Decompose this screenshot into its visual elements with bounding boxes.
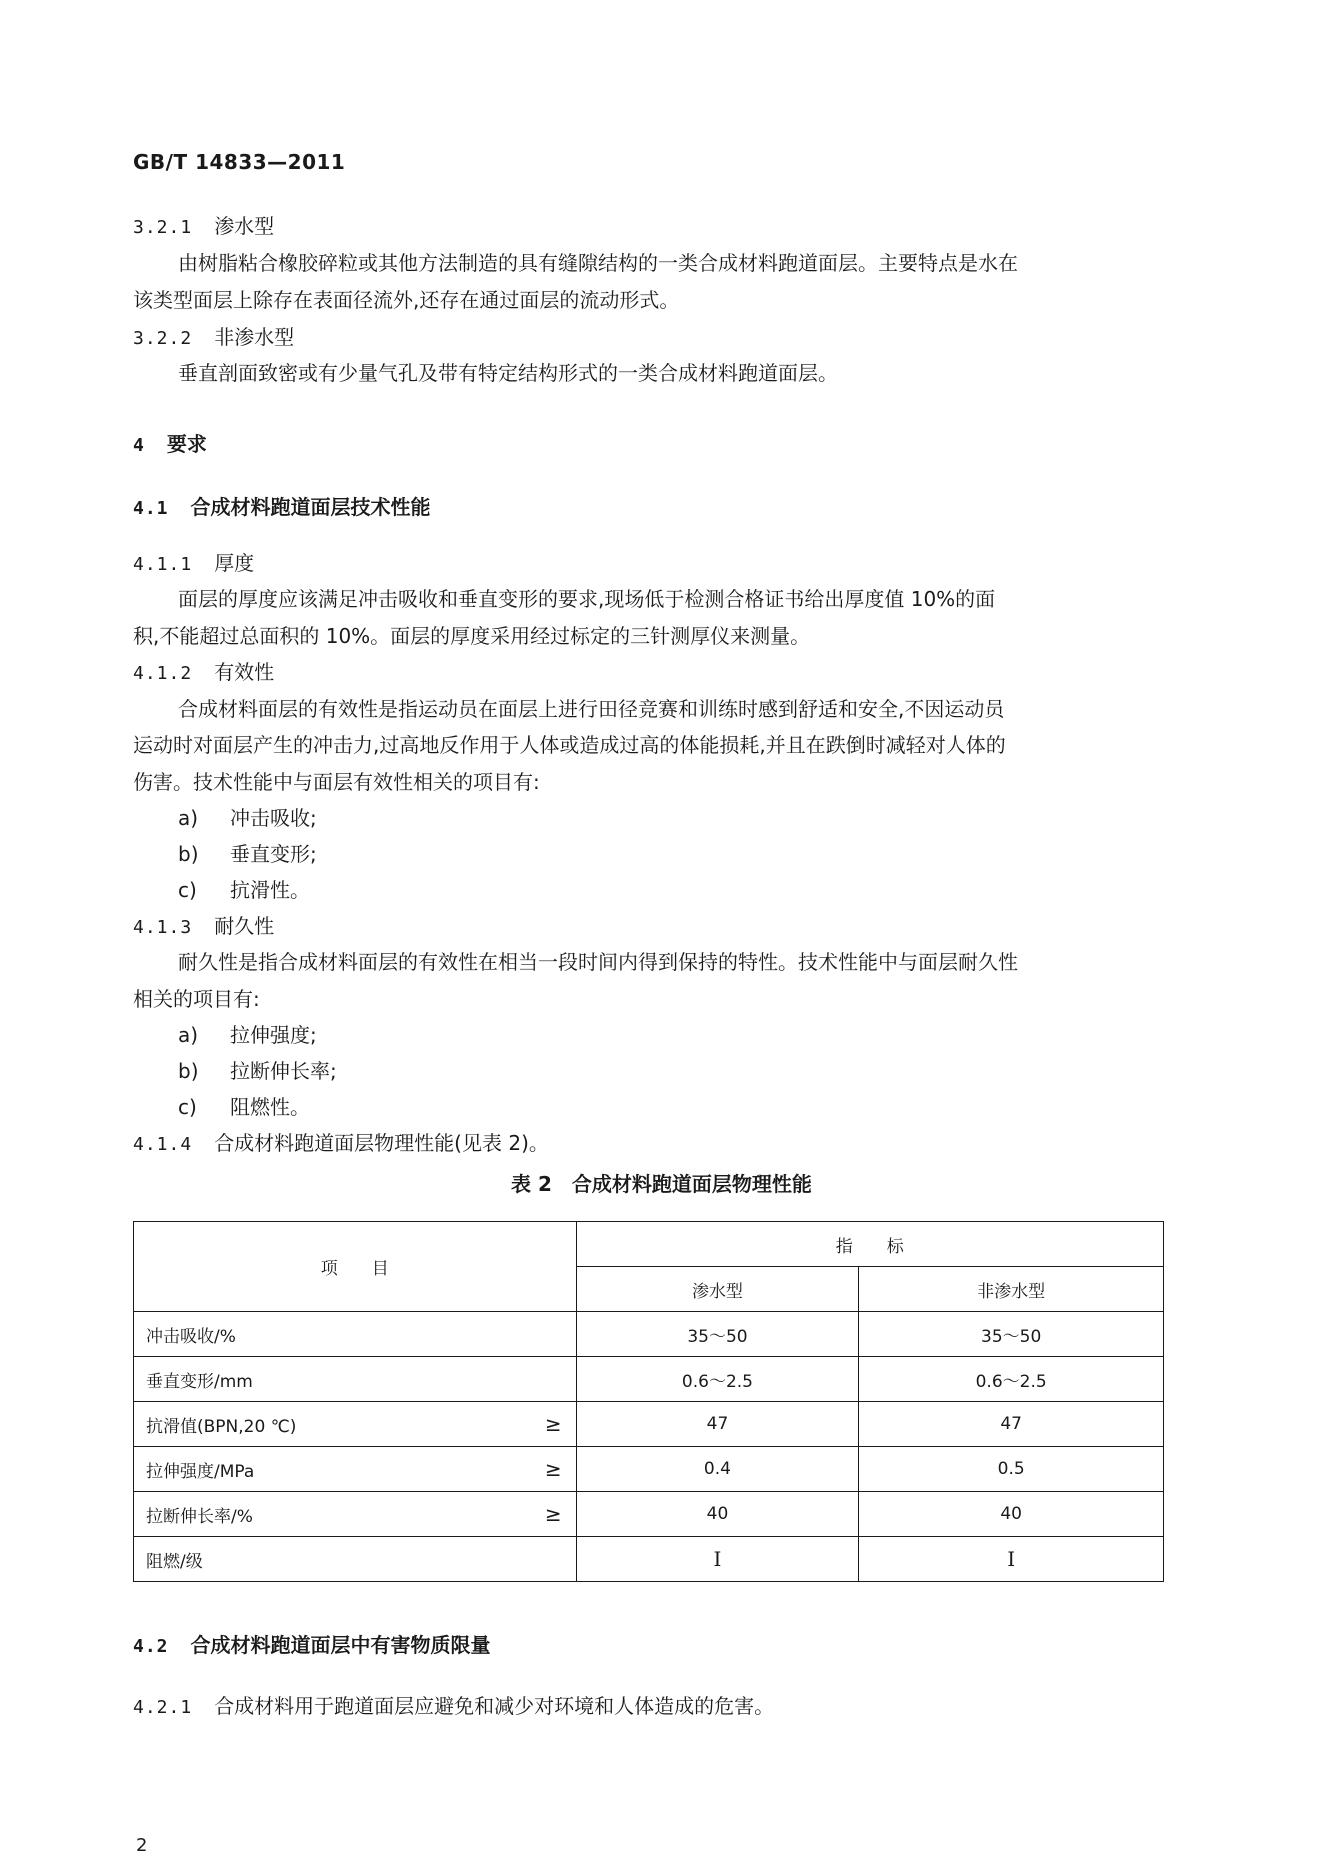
list-label: b) (178, 842, 199, 866)
clause-number: 3.2.2 (133, 328, 193, 349)
list-label: c) (178, 878, 197, 902)
row-item-label: 抗滑值(BPN,20 ℃) (146, 1416, 297, 1437)
list-text: 垂直变形; (230, 842, 317, 866)
table-row (134, 1357, 1164, 1402)
table-row (134, 1402, 1164, 1447)
list-label: a) (178, 806, 199, 830)
value-non-permeable: Ⅰ (859, 1537, 1164, 1582)
list-item (178, 802, 317, 831)
list-item (178, 838, 317, 867)
list-text: 拉伸强度; (230, 1023, 317, 1047)
row-item (134, 1357, 577, 1402)
header-non-permeable: 非渗水型 (859, 1267, 1164, 1312)
table-row (134, 1537, 1164, 1582)
clause-number: 4.1.3 (133, 917, 193, 938)
section-title: 合成材料跑道面层技术性能 (190, 495, 431, 519)
clause-title: 厚度 (214, 551, 255, 575)
clause-4-1-4-heading (133, 1127, 549, 1156)
section-number: 4.1 (133, 498, 169, 519)
clause-number: 4.1.1 (133, 554, 193, 575)
value-non-permeable: 40 (859, 1492, 1164, 1537)
paragraph-line: 耐久性是指合成材料面层的有效性在相当一段时间内得到保持的特性。技术性能中与面层耐久性 (178, 950, 1018, 974)
paragraph-line: 合成材料面层的有效性是指运动员在面层上进行田径竞赛和训练时感到舒适和安全,不因运动员 (178, 697, 1005, 721)
clause-number: 4.1.4 (133, 1134, 193, 1155)
row-item (134, 1447, 577, 1492)
clause-4-1-1-heading (133, 547, 254, 576)
operator: ≥ (544, 1502, 562, 1526)
paragraph-line: 面层的厚度应该满足冲击吸收和垂直变形的要求,现场低于检测合格证书给出厚度值 10%的面 (178, 587, 996, 611)
row-item-label: 阻燃/级 (146, 1551, 203, 1572)
row-item-label: 拉伸强度/MPa (146, 1461, 255, 1482)
section-number: 4.2 (133, 1636, 169, 1657)
header-permeable: 渗水型 (576, 1267, 859, 1312)
row-item-label: 垂直变形/mm (146, 1371, 253, 1392)
value-permeable: 40 (576, 1492, 859, 1537)
list-text: 冲击吸收; (230, 806, 317, 830)
clause-title: 耐久性 (214, 914, 275, 938)
value-non-permeable: 0.5 (859, 1447, 1164, 1492)
list-text: 阻燃性。 (230, 1095, 310, 1119)
clause-4-2-1-heading (133, 1690, 774, 1719)
section-4-2-heading (133, 1629, 491, 1658)
clause-4-1-3-heading (133, 910, 274, 939)
physical-properties-table (133, 1221, 1164, 1582)
paragraph-line: 伤害。技术性能中与面层有效性相关的项目有: (133, 770, 540, 794)
table-row (134, 1492, 1164, 1537)
header-item: 项 目 (134, 1222, 577, 1312)
clause-number: 3.2.1 (133, 217, 193, 238)
section-4-1-heading (133, 491, 431, 520)
paragraph-line: 垂直剖面致密或有少量气孔及带有特定结构形式的一类合成材料跑道面层。 (178, 361, 838, 385)
clause-title: 合成材料用于跑道面层应避免和减少对环境和人体造成的危害。 (214, 1694, 775, 1718)
list-label: b) (178, 1059, 199, 1083)
row-item (134, 1492, 577, 1537)
row-item (134, 1537, 577, 1582)
list-item (178, 874, 310, 903)
value-permeable: 0.4 (576, 1447, 859, 1492)
document-code: GB/T 14833—2011 (133, 150, 346, 174)
clause-number: 4.1.2 (133, 663, 193, 684)
clause-title: 渗水型 (214, 214, 275, 238)
section-number: 4 (133, 435, 145, 456)
operator: ≥ (544, 1457, 562, 1481)
header-indicator: 指 标 (576, 1222, 1163, 1267)
table-row (134, 1312, 1164, 1357)
paragraph-line: 该类型面层上除存在表面径流外,还存在通过面层的流动形式。 (133, 288, 680, 312)
paragraph-line: 积,不能超过总面积的 10%。面层的厚度采用经过标定的三针测厚仪来测量。 (133, 624, 811, 648)
clause-title: 有效性 (214, 660, 275, 684)
list-item (178, 1055, 337, 1084)
value-permeable: 47 (576, 1402, 859, 1447)
clause-3-2-2-heading (133, 321, 294, 350)
value-permeable: Ⅰ (576, 1537, 859, 1582)
table-header-row (134, 1222, 1164, 1267)
row-item-label: 冲击吸收/% (146, 1326, 236, 1347)
table-caption: 表 2 合成材料跑道面层物理性能 (511, 1172, 812, 1196)
value-non-permeable: 35～50 (859, 1312, 1164, 1357)
paragraph-line: 相关的项目有: (133, 987, 260, 1011)
row-item (134, 1312, 577, 1357)
clause-4-1-2-heading (133, 656, 274, 685)
list-item (178, 1019, 317, 1048)
clause-number: 4.2.1 (133, 1697, 193, 1718)
paragraph-line: 运动时对面层产生的冲击力,过高地反作用于人体或造成过高的体能损耗,并且在跌倒时减轻对人体的 (133, 733, 1006, 757)
value-permeable: 0.6～2.5 (576, 1357, 859, 1402)
clause-3-2-1-heading (133, 210, 274, 239)
operator: ≥ (544, 1412, 562, 1436)
row-item (134, 1402, 577, 1447)
list-item (178, 1091, 310, 1120)
section-title: 合成材料跑道面层中有害物质限量 (190, 1633, 491, 1657)
section-title: 要求 (166, 432, 207, 456)
value-permeable: 35～50 (576, 1312, 859, 1357)
value-non-permeable: 47 (859, 1402, 1164, 1447)
value-non-permeable: 0.6～2.5 (859, 1357, 1164, 1402)
page-number: 2 (136, 1835, 148, 1856)
table-row (134, 1447, 1164, 1492)
list-text: 拉断伸长率; (230, 1059, 337, 1083)
list-label: a) (178, 1023, 199, 1047)
list-text: 抗滑性。 (230, 878, 310, 902)
clause-title: 非渗水型 (214, 325, 295, 349)
row-item-label: 拉断伸长率/% (146, 1506, 253, 1527)
section-4-heading (133, 428, 207, 457)
clause-title: 合成材料跑道面层物理性能(见表 2)。 (214, 1131, 549, 1155)
list-label: c) (178, 1095, 197, 1119)
paragraph-line: 由树脂粘合橡胶碎粒或其他方法制造的具有缝隙结构的一类合成材料跑道面层。主要特点是水在 (178, 251, 1018, 275)
